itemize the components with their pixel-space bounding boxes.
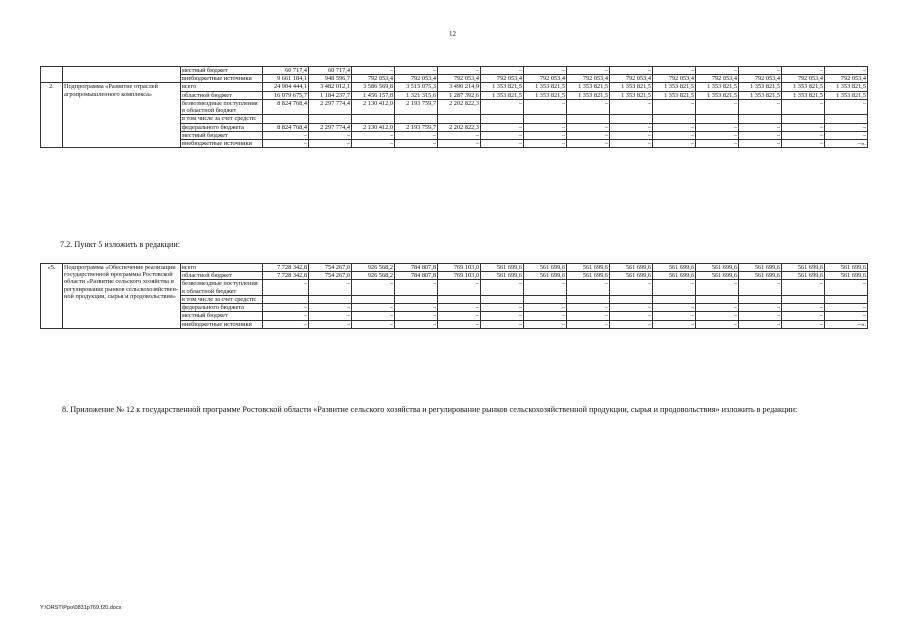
value-cell: 561 699,6 bbox=[825, 264, 868, 272]
value-cell: – bbox=[696, 99, 739, 114]
value-cell: – bbox=[263, 140, 309, 148]
value-cell: – bbox=[567, 99, 610, 114]
value-cell: 1 353 821,5 bbox=[782, 83, 825, 91]
value-cell: 7 728 342,8 bbox=[263, 272, 309, 280]
value-cell: 561 699,6 bbox=[696, 272, 739, 280]
value-cell: – bbox=[739, 280, 782, 295]
value-cell: – bbox=[524, 312, 567, 320]
value-cell: – bbox=[567, 140, 610, 148]
value-cell: 9 661 184,1 bbox=[263, 75, 309, 83]
value-cell bbox=[739, 295, 782, 303]
value-cell bbox=[438, 115, 481, 123]
value-cell: 792 053,4 bbox=[653, 75, 696, 83]
value-cell: – bbox=[610, 67, 653, 75]
value-cell: – bbox=[481, 99, 524, 114]
value-cell: – bbox=[481, 304, 524, 312]
value-cell: – bbox=[309, 312, 352, 320]
value-cell: – bbox=[653, 320, 696, 328]
value-cell: 60 717,4 bbox=[309, 67, 352, 75]
value-cell: – bbox=[782, 320, 825, 328]
funding-source-label: федерального бюджета bbox=[181, 123, 263, 131]
value-cell: – bbox=[395, 320, 438, 328]
budget-table-item-5 bbox=[40, 263, 868, 329]
value-cell: – bbox=[567, 312, 610, 320]
value-cell: – bbox=[263, 280, 309, 295]
value-cell: – bbox=[782, 67, 825, 75]
value-cell: – bbox=[524, 67, 567, 75]
value-cell: 3 586 569,8 bbox=[352, 83, 395, 91]
value-cell: – bbox=[696, 312, 739, 320]
value-cell: – bbox=[653, 123, 696, 131]
value-cell: 792 053,4 bbox=[395, 75, 438, 83]
value-cell: 7 728 342,8 bbox=[263, 264, 309, 272]
funding-source-label: безвозмездные поступления в областной бюджет bbox=[181, 99, 263, 114]
value-cell: – bbox=[696, 304, 739, 312]
value-cell: 2 202 822,3 bbox=[438, 99, 481, 114]
value-cell: – bbox=[739, 67, 782, 75]
value-cell: – bbox=[610, 320, 653, 328]
row-number: 2. bbox=[41, 83, 63, 148]
value-cell: 1 353 821,5 bbox=[696, 91, 739, 99]
value-cell: – bbox=[739, 131, 782, 139]
value-cell: 2 193 759,7 bbox=[395, 99, 438, 114]
value-cell: 561 699,6 bbox=[825, 272, 868, 280]
value-cell: –». bbox=[825, 140, 868, 148]
value-cell: – bbox=[352, 280, 395, 295]
value-cell: 754 267,0 bbox=[309, 272, 352, 280]
value-cell bbox=[524, 295, 567, 303]
value-cell bbox=[263, 115, 309, 123]
value-cell: – bbox=[567, 280, 610, 295]
value-cell: – bbox=[739, 320, 782, 328]
value-cell: 1 353 821,5 bbox=[653, 83, 696, 91]
value-cell: – bbox=[438, 312, 481, 320]
value-cell bbox=[610, 115, 653, 123]
value-cell: 2 297 774,4 bbox=[309, 99, 352, 114]
value-cell bbox=[653, 295, 696, 303]
value-cell: – bbox=[610, 304, 653, 312]
value-cell: 792 053,4 bbox=[739, 75, 782, 83]
value-cell: 561 699,6 bbox=[481, 272, 524, 280]
funding-source-label: местный бюджет bbox=[181, 312, 263, 320]
value-cell: – bbox=[653, 280, 696, 295]
value-cell: – bbox=[825, 280, 868, 295]
value-cell: – bbox=[263, 320, 309, 328]
value-cell: 3 482 012,1 bbox=[309, 83, 352, 91]
value-cell: – bbox=[610, 140, 653, 148]
value-cell: – bbox=[610, 312, 653, 320]
value-cell: – bbox=[696, 280, 739, 295]
value-cell bbox=[739, 115, 782, 123]
value-cell: 1 353 821,5 bbox=[481, 83, 524, 91]
value-cell: 1 353 821,5 bbox=[524, 91, 567, 99]
value-cell: – bbox=[481, 320, 524, 328]
value-cell: – bbox=[524, 140, 567, 148]
value-cell bbox=[309, 295, 352, 303]
value-cell: 1 456 157,8 bbox=[352, 91, 395, 99]
value-cell: – bbox=[309, 131, 352, 139]
value-cell: – bbox=[309, 304, 352, 312]
value-cell bbox=[395, 295, 438, 303]
value-cell bbox=[481, 115, 524, 123]
value-cell: – bbox=[567, 131, 610, 139]
value-cell: 561 699,6 bbox=[782, 272, 825, 280]
value-cell: – bbox=[524, 280, 567, 295]
paragraph-7-2: 7.2. Пункт 5 изложить в редакции: bbox=[60, 240, 181, 249]
value-cell: 792 053,4 bbox=[610, 75, 653, 83]
table-row bbox=[41, 83, 868, 91]
value-cell: – bbox=[653, 67, 696, 75]
value-cell: 561 699,6 bbox=[567, 264, 610, 272]
value-cell: – bbox=[567, 123, 610, 131]
value-cell: – bbox=[782, 312, 825, 320]
value-cell bbox=[825, 295, 868, 303]
value-cell: – bbox=[610, 280, 653, 295]
value-cell bbox=[309, 115, 352, 123]
value-cell: – bbox=[610, 123, 653, 131]
value-cell: 8 824 768,4 bbox=[263, 99, 309, 114]
value-cell: – bbox=[438, 320, 481, 328]
value-cell: 792 053,4 bbox=[696, 75, 739, 83]
value-cell: – bbox=[739, 304, 782, 312]
value-cell: 2 130 412,0 bbox=[352, 123, 395, 131]
value-cell: – bbox=[395, 304, 438, 312]
value-cell: – bbox=[524, 99, 567, 114]
value-cell: – bbox=[263, 304, 309, 312]
value-cell: 24 904 444,1 bbox=[263, 83, 309, 91]
value-cell: – bbox=[352, 304, 395, 312]
value-cell: – bbox=[263, 131, 309, 139]
value-cell: – bbox=[610, 131, 653, 139]
funding-source-label: в том числе за счет средств: bbox=[181, 115, 263, 123]
value-cell: 1 353 821,5 bbox=[610, 91, 653, 99]
value-cell: 2 130 412,0 bbox=[352, 99, 395, 114]
value-cell: 561 699,6 bbox=[610, 264, 653, 272]
value-cell bbox=[696, 115, 739, 123]
funding-source-label: федерального бюджета bbox=[181, 304, 263, 312]
value-cell: – bbox=[352, 67, 395, 75]
value-cell bbox=[610, 295, 653, 303]
value-cell: – bbox=[352, 140, 395, 148]
value-cell: – bbox=[481, 123, 524, 131]
value-cell: – bbox=[653, 131, 696, 139]
funding-source-label: областной бюджет bbox=[181, 272, 263, 280]
value-cell: 2 193 759,7 bbox=[395, 123, 438, 131]
row-number bbox=[41, 67, 63, 83]
table-row bbox=[41, 264, 868, 272]
value-cell: – bbox=[438, 131, 481, 139]
value-cell: – bbox=[696, 140, 739, 148]
value-cell: 1 353 821,5 bbox=[653, 91, 696, 99]
value-cell: – bbox=[309, 320, 352, 328]
value-cell: 1 353 821,5 bbox=[696, 83, 739, 91]
value-cell: – bbox=[653, 99, 696, 114]
value-cell: 1 321 315,6 bbox=[395, 91, 438, 99]
value-cell: 561 699,6 bbox=[739, 264, 782, 272]
value-cell: 561 699,6 bbox=[567, 272, 610, 280]
value-cell: 792 053,4 bbox=[782, 75, 825, 83]
value-cell bbox=[352, 115, 395, 123]
value-cell: 1 353 821,5 bbox=[524, 83, 567, 91]
value-cell: – bbox=[524, 131, 567, 139]
value-cell: – bbox=[438, 140, 481, 148]
value-cell: – bbox=[309, 280, 352, 295]
subprogram-name: Подпрограмма «Развитие отраслей агропромышленного комплекса» bbox=[63, 83, 181, 148]
value-cell: 1 353 821,5 bbox=[782, 91, 825, 99]
value-cell: 769 103,0 bbox=[438, 264, 481, 272]
value-cell: – bbox=[739, 312, 782, 320]
value-cell: – bbox=[395, 67, 438, 75]
value-cell bbox=[352, 295, 395, 303]
value-cell: 561 699,6 bbox=[739, 272, 782, 280]
paragraph-8: 8. Приложение № 12 к государственной программе Ростовской области «Развитие сельского хозяйства и регулирование рынков сельскохозяйственной продукции, сырья и продовольствия» изложить в редакции: bbox=[62, 405, 798, 414]
value-cell: 926 568,2 bbox=[352, 272, 395, 280]
value-cell: – bbox=[739, 99, 782, 114]
value-cell: 1 353 821,5 bbox=[481, 91, 524, 99]
funding-source-label: всего bbox=[181, 83, 263, 91]
row-number: «5. bbox=[41, 264, 63, 329]
value-cell: – bbox=[653, 312, 696, 320]
value-cell: 561 699,6 bbox=[653, 264, 696, 272]
value-cell: – bbox=[309, 140, 352, 148]
value-cell: 1 353 821,5 bbox=[739, 83, 782, 91]
value-cell: – bbox=[825, 99, 868, 114]
value-cell: – bbox=[782, 131, 825, 139]
value-cell: – bbox=[567, 67, 610, 75]
value-cell: 1 353 821,5 bbox=[739, 91, 782, 99]
table-row bbox=[41, 67, 868, 75]
value-cell: 792 053,4 bbox=[524, 75, 567, 83]
value-cell bbox=[524, 115, 567, 123]
value-cell bbox=[782, 295, 825, 303]
value-cell: 1 353 821,5 bbox=[567, 91, 610, 99]
value-cell: 1 353 821,5 bbox=[567, 83, 610, 91]
budget-table-continuation bbox=[40, 66, 868, 148]
value-cell: 3 490 214,9 bbox=[438, 83, 481, 91]
value-cell bbox=[653, 115, 696, 123]
funding-source-label: местный бюджет bbox=[181, 67, 263, 75]
value-cell: – bbox=[481, 312, 524, 320]
value-cell: – bbox=[481, 280, 524, 295]
value-cell: – bbox=[782, 304, 825, 312]
value-cell: 16 079 675,7 bbox=[263, 91, 309, 99]
funding-source-label: внебюджетные источники bbox=[181, 320, 263, 328]
value-cell: 792 053,4 bbox=[438, 75, 481, 83]
value-cell: – bbox=[524, 123, 567, 131]
funding-source-label: безвозмездные поступления в областной бюджет bbox=[181, 280, 263, 295]
funding-source-label: всего bbox=[181, 264, 263, 272]
value-cell: – bbox=[395, 280, 438, 295]
value-cell: – bbox=[825, 312, 868, 320]
value-cell: – bbox=[696, 320, 739, 328]
value-cell: – bbox=[395, 312, 438, 320]
value-cell: 1 353 821,5 bbox=[825, 83, 868, 91]
value-cell: – bbox=[825, 304, 868, 312]
value-cell: 784 807,8 bbox=[395, 272, 438, 280]
value-cell bbox=[567, 115, 610, 123]
value-cell: – bbox=[696, 67, 739, 75]
value-cell: 792 053,4 bbox=[352, 75, 395, 83]
value-cell: 754 267,0 bbox=[309, 264, 352, 272]
value-cell: – bbox=[782, 99, 825, 114]
value-cell: 792 053,4 bbox=[825, 75, 868, 83]
value-cell: 769 103,0 bbox=[438, 272, 481, 280]
value-cell: 561 699,6 bbox=[524, 264, 567, 272]
value-cell: – bbox=[481, 131, 524, 139]
page-number: 12 bbox=[449, 30, 456, 38]
value-cell: 1 353 821,5 bbox=[825, 91, 868, 99]
value-cell: – bbox=[438, 67, 481, 75]
value-cell: 948 596,7 bbox=[309, 75, 352, 83]
value-cell: – bbox=[567, 304, 610, 312]
value-cell: – bbox=[825, 123, 868, 131]
value-cell: 561 699,6 bbox=[653, 272, 696, 280]
value-cell: 561 699,6 bbox=[610, 272, 653, 280]
value-cell: 561 699,6 bbox=[524, 272, 567, 280]
value-cell: 784 807,8 bbox=[395, 264, 438, 272]
value-cell: 561 699,6 bbox=[696, 264, 739, 272]
value-cell: – bbox=[653, 304, 696, 312]
value-cell: – bbox=[567, 320, 610, 328]
value-cell: 561 699,6 bbox=[481, 264, 524, 272]
value-cell bbox=[263, 295, 309, 303]
value-cell: – bbox=[524, 320, 567, 328]
value-cell: – bbox=[739, 123, 782, 131]
value-cell bbox=[825, 115, 868, 123]
value-cell: – bbox=[395, 131, 438, 139]
value-cell: –». bbox=[825, 320, 868, 328]
value-cell: 561 699,6 bbox=[782, 264, 825, 272]
value-cell: – bbox=[825, 67, 868, 75]
value-cell bbox=[438, 295, 481, 303]
value-cell: 60 717,4 bbox=[263, 67, 309, 75]
value-cell: – bbox=[438, 304, 481, 312]
funding-source-label: внебюджетные источники bbox=[181, 140, 263, 148]
value-cell bbox=[395, 115, 438, 123]
value-cell: – bbox=[653, 140, 696, 148]
value-cell: 1 184 237,7 bbox=[309, 91, 352, 99]
subprogram-name: Подпрограмма «Обеспечение реализации государственной программы Ростовской области «Развитие сельского хозяйства и регулирование рынков сельскохозяйствен-ной продукции, сырья и продовольствия» bbox=[63, 264, 181, 329]
value-cell: – bbox=[696, 131, 739, 139]
value-cell: – bbox=[610, 99, 653, 114]
value-cell: 8 824 768,4 bbox=[263, 123, 309, 131]
value-cell: 1 353 821,5 bbox=[610, 83, 653, 91]
value-cell bbox=[481, 295, 524, 303]
value-cell: – bbox=[696, 123, 739, 131]
value-cell: – bbox=[352, 312, 395, 320]
value-cell: 2 297 774,4 bbox=[309, 123, 352, 131]
value-cell: – bbox=[352, 131, 395, 139]
value-cell: – bbox=[438, 280, 481, 295]
value-cell: 926 568,2 bbox=[352, 264, 395, 272]
value-cell: – bbox=[782, 280, 825, 295]
value-cell: – bbox=[524, 304, 567, 312]
value-cell: – bbox=[352, 320, 395, 328]
value-cell: 2 202 822,3 bbox=[438, 123, 481, 131]
file-path-footer: Y:\ORST\Ppo\0831p769.f20.docx bbox=[40, 605, 122, 611]
value-cell bbox=[567, 295, 610, 303]
value-cell: – bbox=[481, 140, 524, 148]
value-cell: – bbox=[263, 312, 309, 320]
funding-source-label: внебюджетные источники bbox=[181, 75, 263, 83]
value-cell: – bbox=[395, 140, 438, 148]
value-cell: – bbox=[739, 140, 782, 148]
funding-source-label: в том числе за счет средств: bbox=[181, 295, 263, 303]
value-cell: 3 515 075,3 bbox=[395, 83, 438, 91]
value-cell bbox=[696, 295, 739, 303]
value-cell bbox=[782, 115, 825, 123]
value-cell: – bbox=[782, 123, 825, 131]
funding-source-label: областной бюджет bbox=[181, 91, 263, 99]
value-cell: – bbox=[782, 140, 825, 148]
funding-source-label: местный бюджет bbox=[181, 131, 263, 139]
value-cell: 1 287 392,6 bbox=[438, 91, 481, 99]
value-cell: – bbox=[481, 67, 524, 75]
value-cell: 792 053,4 bbox=[481, 75, 524, 83]
value-cell: 792 053,4 bbox=[567, 75, 610, 83]
value-cell: – bbox=[825, 131, 868, 139]
subprogram-name bbox=[63, 67, 181, 83]
